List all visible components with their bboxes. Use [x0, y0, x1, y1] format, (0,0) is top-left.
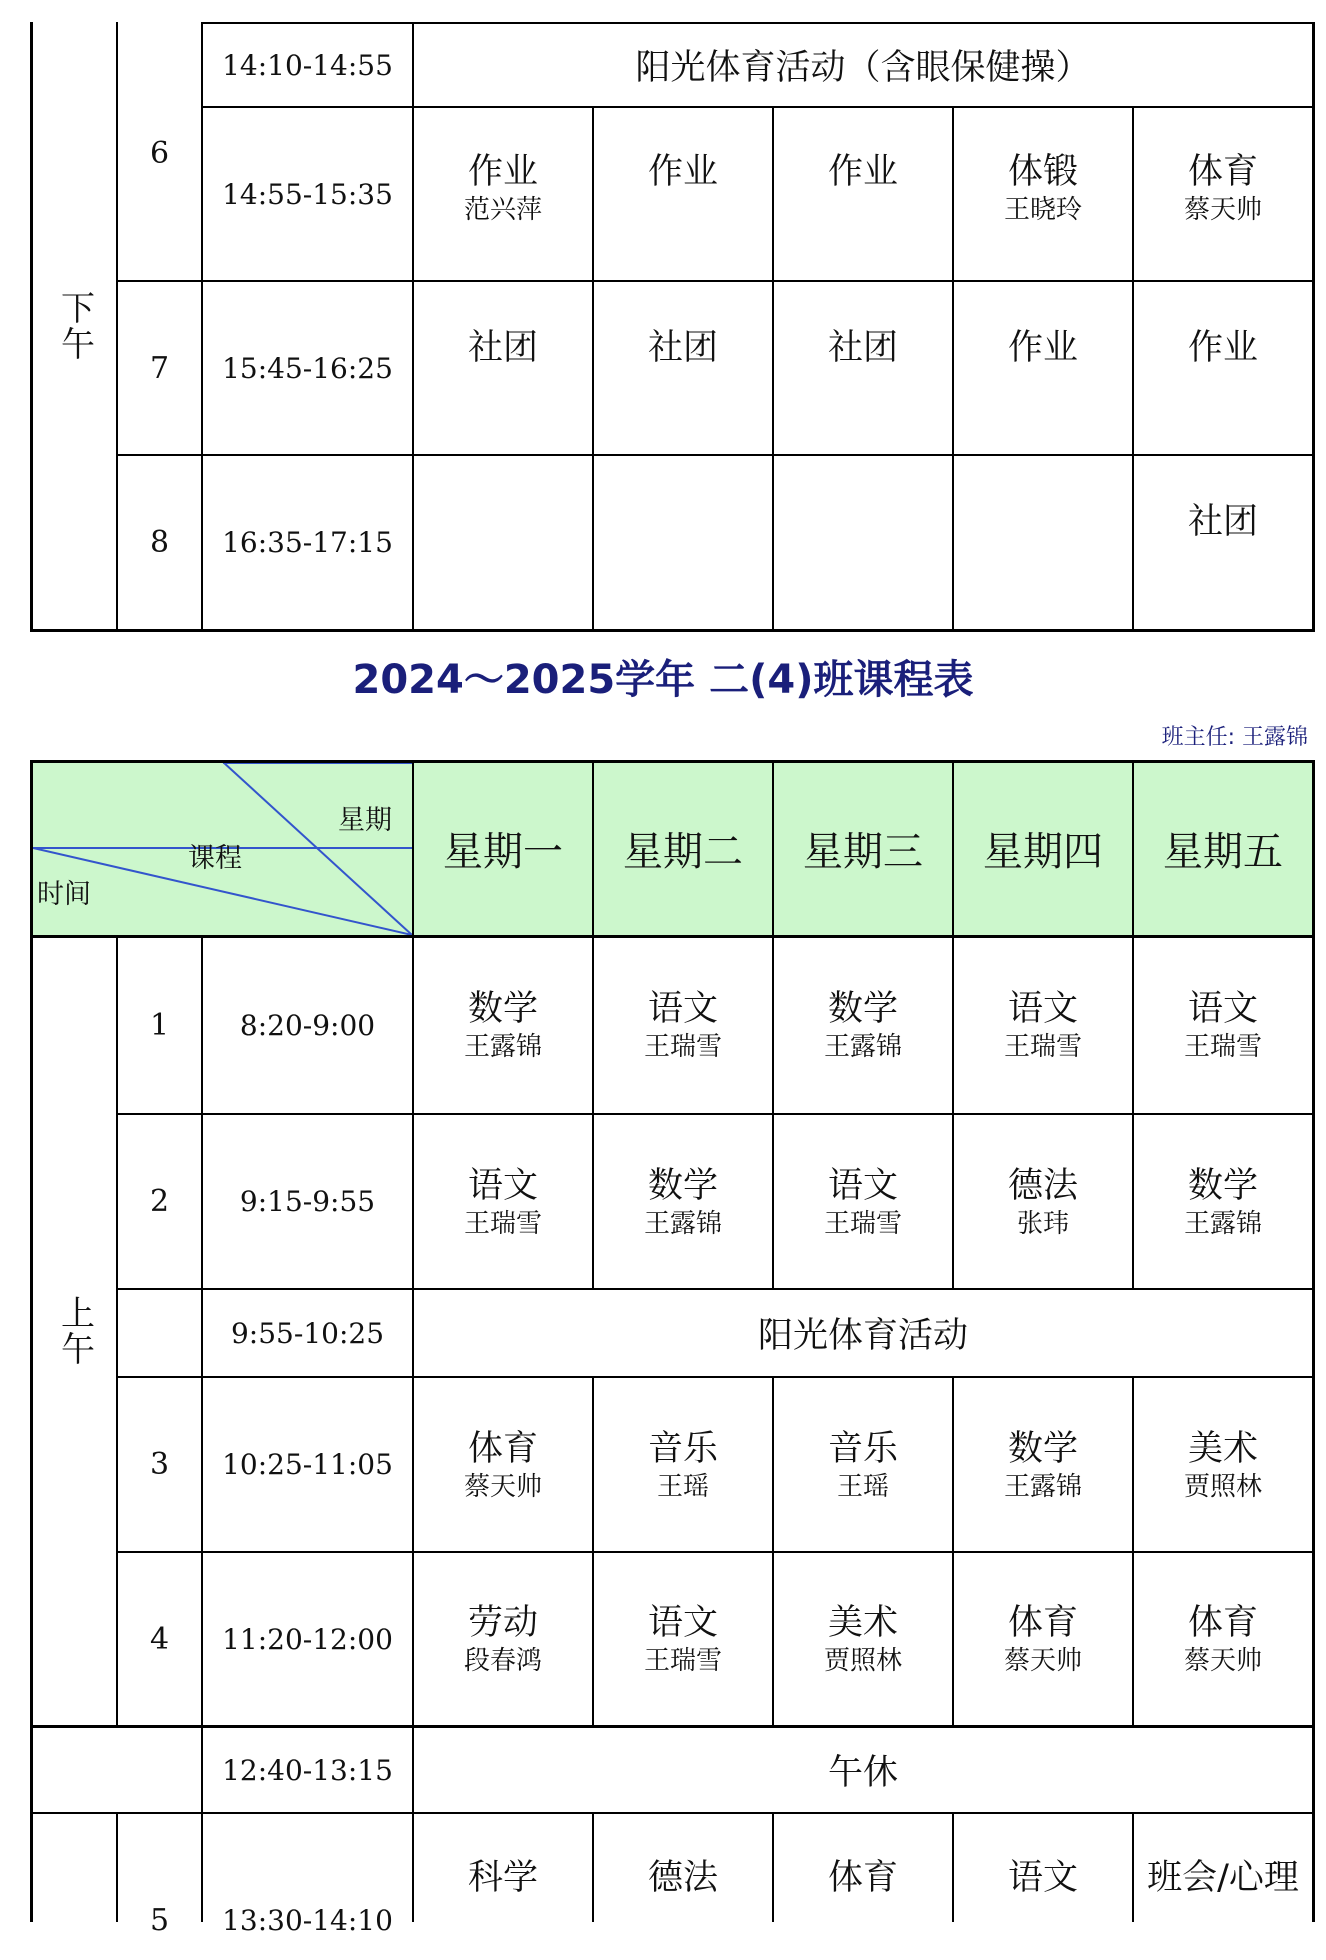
time-cell: 8:20-9:00 [239, 1008, 376, 1042]
schedule-cell [414, 1115, 592, 1288]
schedule-cell [774, 937, 952, 1113]
subject: 体锻 [1007, 152, 1078, 192]
time-cell: 16:35-17:15 [222, 526, 393, 559]
day-header: 星期一 [443, 829, 563, 875]
schedule-cell [954, 1115, 1132, 1288]
schedule-cell [414, 150, 592, 270]
teacher: 王露锦 [643, 1208, 722, 1239]
teacher: 蔡天帅 [1003, 1646, 1082, 1676]
teacher: 张玮 [1016, 1208, 1069, 1239]
period-number: 1 [149, 1007, 170, 1043]
subject: 社团 [1187, 502, 1258, 542]
subject: 语文 [1007, 1858, 1078, 1898]
subject: 数学 [467, 989, 538, 1029]
subject: 数学 [1187, 1165, 1258, 1206]
subject: 体育 [467, 1428, 538, 1469]
time-cell: 11:20-12:00 [222, 1622, 393, 1656]
subject: 体育 [1007, 1603, 1078, 1643]
teacher: 王瑞雪 [643, 1032, 722, 1062]
lunch-break: 午休 [827, 1753, 898, 1793]
schedule-cell [1134, 500, 1312, 600]
teacher: 贾照林 [1183, 1471, 1262, 1502]
subject: 作业 [467, 152, 538, 192]
time-cell: 9:15-9:55 [239, 1185, 376, 1218]
subject: 作业 [1187, 328, 1258, 368]
schedule-cell [774, 1553, 952, 1725]
subject: 美术 [827, 1603, 898, 1643]
period-number: 2 [149, 1184, 170, 1219]
time-cell: 14:10-14:55 [222, 48, 393, 82]
subject: 社团 [647, 328, 718, 368]
schedule-cell [954, 1856, 1132, 1922]
time-cell: 15:45-16:25 [222, 351, 393, 385]
teacher: 范兴萍 [463, 195, 542, 225]
time-cell: 10:25-11:05 [222, 1448, 393, 1481]
subject: 班会/心理 [1147, 1858, 1299, 1898]
teacher: 王瑶 [836, 1471, 889, 1502]
teacher: 王晓玲 [1003, 195, 1082, 225]
header-label-time: 时间 [37, 879, 91, 910]
afternoon-label: 下午 [54, 289, 95, 362]
schedule-cell [414, 1378, 592, 1551]
schedule-cell [954, 1553, 1132, 1725]
schedule-cell [774, 1115, 952, 1288]
teacher: 王露锦 [1003, 1471, 1082, 1502]
schedule-cell [1134, 1553, 1312, 1725]
period-number: 4 [149, 1621, 170, 1657]
schedule-cell [954, 150, 1132, 270]
schedule-cell [1134, 1856, 1312, 1922]
schedule-cell [414, 326, 592, 426]
day-header: 星期四 [983, 829, 1103, 875]
subject: 体育 [1187, 152, 1258, 192]
subject: 数学 [1007, 1428, 1078, 1469]
teacher: 王瑶 [656, 1471, 709, 1502]
schedule-cell [954, 1378, 1132, 1551]
period-number: 6 [149, 135, 170, 171]
schedule-cell [774, 150, 952, 270]
subject: 数学 [827, 989, 898, 1029]
time-cell: 12:40-13:15 [222, 1753, 393, 1787]
time-cell: 13:30-14:10 [222, 1903, 393, 1937]
schedule-cell [594, 326, 772, 426]
teacher: 王瑞雪 [1183, 1032, 1262, 1062]
teacher: 蔡天帅 [463, 1471, 542, 1502]
merged-activity: 阳光体育活动 [757, 1316, 968, 1356]
schedule-cell [1134, 150, 1312, 270]
schedule-cell [774, 1856, 952, 1922]
subject: 作业 [647, 152, 718, 192]
teacher: 王露锦 [823, 1032, 902, 1062]
schedule-cell [1134, 326, 1312, 426]
header-label-course: 课程 [188, 843, 242, 874]
teacher: 王露锦 [1183, 1208, 1262, 1239]
head-teacher: 班主任: 王露锦 [1161, 725, 1308, 750]
teacher: 王瑞雪 [463, 1208, 542, 1239]
day-header: 星期三 [803, 829, 923, 875]
day-header: 星期二 [623, 829, 743, 875]
teacher: 王露锦 [463, 1032, 542, 1062]
schedule-cell [1134, 937, 1312, 1113]
schedule-cell [594, 1856, 772, 1922]
teacher: 段春鸿 [463, 1646, 542, 1676]
header-label-week: 星期 [338, 805, 392, 836]
teacher: 王瑞雪 [823, 1208, 902, 1239]
period-number: 8 [149, 525, 170, 560]
schedule-cell [954, 937, 1132, 1113]
subject: 社团 [827, 328, 898, 368]
day-header: 星期五 [1163, 829, 1283, 875]
subject: 体育 [827, 1858, 898, 1898]
subject: 语文 [467, 1165, 538, 1206]
subject: 数学 [647, 1165, 718, 1206]
subject: 语文 [1187, 989, 1258, 1029]
schedule-cell [594, 1115, 772, 1288]
subject: 作业 [827, 152, 898, 192]
subject: 德法 [647, 1858, 718, 1898]
morning-label: 上午 [54, 1295, 95, 1367]
time-cell: 9:55-10:25 [230, 1316, 385, 1350]
teacher: 蔡天帅 [1183, 195, 1262, 225]
subject: 语文 [647, 1603, 718, 1643]
subject: 音乐 [647, 1428, 718, 1469]
schedule-cell [414, 1856, 592, 1922]
subject: 语文 [827, 1165, 898, 1206]
page-title: 2024～2025学年 二(4)班课程表 [352, 657, 974, 703]
subject: 美术 [1187, 1428, 1258, 1469]
period-number: 5 [149, 1902, 170, 1938]
schedule-cell [954, 326, 1132, 426]
subject: 劳动 [467, 1603, 538, 1643]
teacher: 王瑞雪 [643, 1646, 722, 1676]
subject: 德法 [1007, 1165, 1078, 1206]
schedule-cell [594, 1378, 772, 1551]
subject: 体育 [1187, 1603, 1258, 1643]
time-cell: 14:55-15:35 [222, 177, 393, 211]
schedule-cell [594, 1553, 772, 1725]
subject: 科学 [467, 1858, 538, 1898]
subject: 作业 [1007, 328, 1078, 368]
schedule-cell [594, 937, 772, 1113]
schedule-cell [594, 150, 772, 270]
schedule-cell [414, 1553, 592, 1725]
subject: 语文 [647, 989, 718, 1029]
subject: 音乐 [827, 1428, 898, 1469]
period-number: 3 [149, 1447, 170, 1482]
teacher: 王瑞雪 [1003, 1032, 1082, 1062]
subject: 语文 [1007, 989, 1078, 1029]
schedule-cell [1134, 1378, 1312, 1551]
schedule-cell [1134, 1115, 1312, 1288]
schedule-cell [414, 937, 592, 1113]
schedule-cell [774, 326, 952, 426]
merged-activity: 阳光体育活动（含眼保健操） [635, 48, 1091, 88]
schedule-cell [774, 1378, 952, 1551]
teacher: 蔡天帅 [1183, 1646, 1262, 1676]
subject: 社团 [467, 328, 538, 368]
period-number: 7 [149, 350, 170, 386]
teacher: 贾照林 [823, 1646, 902, 1676]
